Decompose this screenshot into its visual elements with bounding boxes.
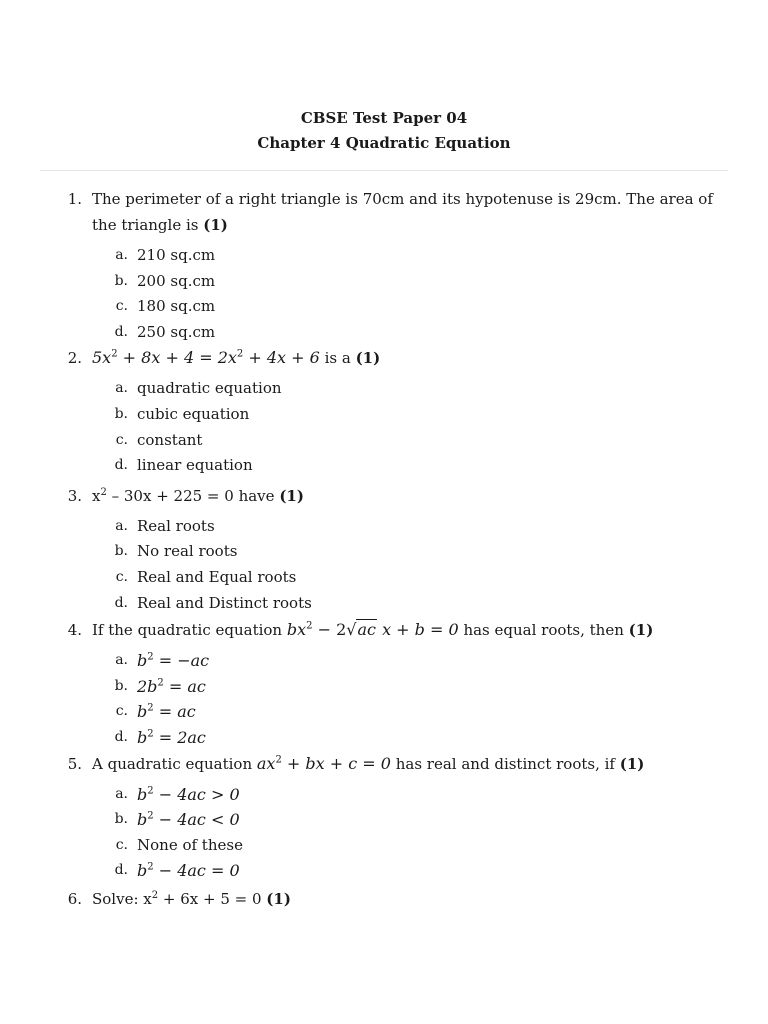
option-d [0, 725, 768, 751]
question-3 [0, 483, 768, 509]
option-letter: b. [114, 405, 128, 422]
option-text: 200 sq.cm [137, 271, 216, 290]
equation-part: x + b = 0 [376, 620, 459, 640]
marks-label: (1) [203, 216, 228, 234]
options-list [0, 514, 768, 616]
question-text: x [92, 486, 101, 505]
exponent: 2 [147, 702, 154, 714]
option-a [0, 376, 768, 402]
question-text: is a [319, 349, 356, 368]
option-letter: d. [114, 457, 128, 474]
option-text: 210 sq.cm [137, 246, 216, 264]
equation-part: = 2ac [153, 727, 206, 747]
option-letter: a. [115, 652, 128, 669]
option-d [0, 591, 768, 617]
equation-part: − 4ac = 0 [153, 861, 240, 881]
option-d [0, 858, 768, 884]
equation-part: b [137, 784, 148, 804]
question-2 [0, 345, 768, 371]
option-letter: b. [114, 811, 128, 828]
question-equation: $ax^2$ + bx + c = 0 [256, 753, 391, 773]
option-c [0, 428, 768, 454]
option-letter: a. [115, 517, 128, 534]
question-equation: $bx^2 - 2√ac$ x + b = 0 [286, 620, 459, 640]
option-letter: d. [114, 323, 128, 340]
question-text: has real and distinct roots, if [390, 754, 620, 773]
question-5 [0, 751, 768, 777]
exponent: 2 [147, 651, 154, 663]
equation-part: b [137, 861, 148, 881]
option-c [0, 294, 768, 320]
question-4 [0, 617, 768, 643]
exponent: 2 [157, 677, 164, 689]
option-letter: c. [115, 298, 128, 315]
question-text: has equal roots, then [458, 621, 629, 640]
option-text: Real and Distinct roots [137, 593, 312, 612]
options-list [0, 243, 768, 345]
option-letter: a. [115, 785, 128, 802]
question-text: The perimeter of a right triangle is 70cm and its hypotenuse is 29cm. The area of the triangle is [92, 190, 713, 234]
equation-part: + bx + c = 0 [281, 753, 391, 773]
option-letter: c. [115, 703, 128, 720]
header-divider [40, 170, 728, 171]
option-text: linear equation [137, 456, 253, 475]
option-a [0, 514, 768, 540]
option-text: 250 sq.cm [137, 322, 216, 341]
options-list [0, 376, 768, 478]
marks-label: (1) [266, 889, 291, 908]
equation-part: + 8x + 4 = 2x [117, 348, 237, 368]
option-letter: a. [115, 380, 128, 397]
option-equation [137, 651, 209, 670]
option-b [0, 674, 768, 700]
option-letter: c. [115, 568, 128, 585]
question-number: 2. [67, 349, 82, 368]
question-equation: $5x^2 + 8x + 4 = 2x^2 + 4x + 6$ [92, 348, 320, 368]
equation-part: b [137, 810, 148, 830]
question-number: 1. [67, 190, 82, 208]
page-header [0, 106, 768, 156]
option-letter: d. [114, 594, 128, 611]
option-text: None of these [137, 835, 243, 854]
equation-part: − 4ac > 0 [153, 784, 240, 804]
question-text: – 30x + 225 = 0 have [106, 486, 280, 505]
question-1 [0, 186, 768, 238]
option-text: No real roots [137, 542, 238, 561]
option-letter: b. [114, 543, 128, 560]
equation-part: ax [256, 753, 276, 773]
question-text: + 6x + 5 = 0 [158, 889, 267, 908]
option-letter: c. [115, 431, 128, 448]
option-b [0, 402, 768, 428]
options-list [0, 782, 768, 884]
option-letter: d. [114, 728, 128, 745]
option-b [0, 807, 768, 833]
question-text: If the quadratic equation [92, 621, 287, 640]
equation-part: = ac [163, 676, 206, 696]
option-c [0, 699, 768, 725]
option-equation [137, 677, 206, 696]
exponent: 2 [147, 728, 154, 740]
question-number: 5. [67, 754, 82, 773]
exponent: 2 [151, 889, 159, 901]
option-text: Real and Equal roots [137, 567, 297, 586]
option-c [0, 565, 768, 591]
equation-part: bx [286, 620, 307, 640]
question-number: 3. [67, 486, 82, 505]
equation-part: − 2 [312, 620, 347, 640]
question-text: Solve: x [92, 889, 152, 908]
equation-part: + 4x + 6 [243, 348, 320, 368]
marks-label: (1) [619, 754, 645, 773]
equation-part: 2b [137, 676, 158, 696]
option-letter: a. [115, 247, 128, 263]
option-d [0, 453, 768, 479]
option-letter: d. [114, 862, 128, 879]
question-text: A quadratic equation [92, 754, 257, 773]
marks-label: (1) [355, 349, 381, 368]
exponent: 2 [147, 861, 154, 873]
sqrt-symbol: √ [346, 620, 357, 640]
option-c [0, 833, 768, 859]
chapter-title: Chapter 4 Quadratic Equation [257, 134, 511, 152]
question-number: 4. [67, 621, 82, 640]
question-number: 6. [67, 889, 82, 908]
option-d [0, 320, 768, 346]
option-b [0, 269, 768, 295]
option-a [0, 648, 768, 674]
option-text: constant [137, 430, 203, 449]
equation-part: − 4ac < 0 [153, 810, 240, 830]
option-a [0, 243, 768, 269]
marks-label: (1) [279, 486, 304, 505]
question-6 [0, 886, 768, 912]
marks-label: (1) [628, 621, 654, 640]
equation-part: = ac [153, 702, 196, 722]
radicand: ac [357, 620, 376, 640]
equation-part: b [137, 727, 148, 747]
exponent: 2 [147, 810, 154, 822]
option-equation [137, 810, 240, 829]
option-equation [137, 728, 206, 747]
options-list [0, 648, 768, 750]
option-text: 180 sq.cm [137, 297, 216, 316]
option-text: cubic equation [137, 404, 250, 423]
option-letter: b. [114, 272, 128, 289]
paper-title: CBSE Test Paper 04 [300, 109, 468, 127]
question-list [0, 186, 768, 912]
exponent: 2 [100, 486, 107, 498]
equation-part: b [137, 651, 148, 671]
option-a [0, 782, 768, 808]
equation-part: 5x [92, 348, 112, 368]
option-b [0, 539, 768, 565]
option-equation [137, 861, 240, 880]
option-text: quadratic equation [137, 379, 282, 398]
option-equation [137, 785, 240, 804]
option-letter: c. [115, 836, 128, 853]
option-text: Real roots [137, 516, 215, 535]
option-letter: b. [114, 677, 128, 694]
exponent: 2 [147, 785, 154, 797]
option-equation [137, 702, 196, 721]
equation-part: = −ac [153, 651, 210, 671]
equation-part: b [137, 702, 148, 722]
